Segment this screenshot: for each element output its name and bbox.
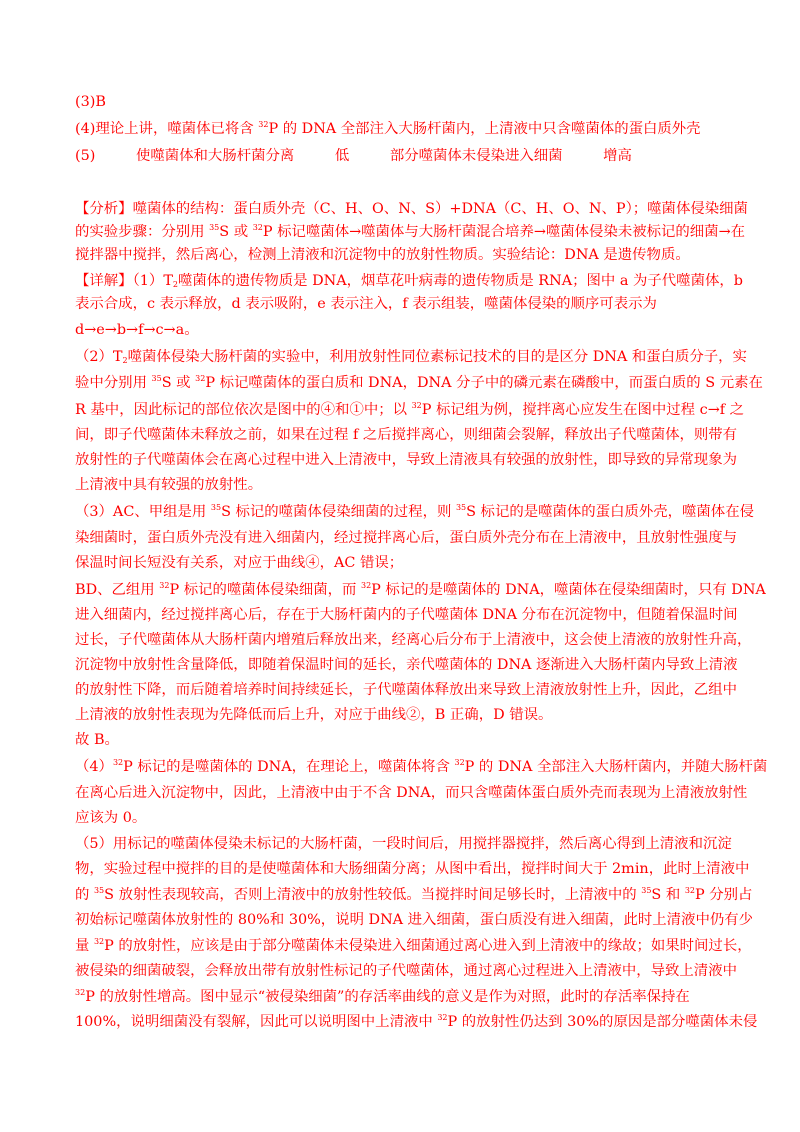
text-segment: 应该为 0。 (75, 810, 147, 826)
detail-line (75, 373, 763, 393)
answer-3 (75, 92, 106, 112)
text-segment: P 标记噬菌体→噬菌体与大肠杆菌混合培养→噬菌体侵染未被标记的细菌→在 (262, 224, 746, 240)
detail-line (75, 730, 119, 750)
isotope-superscript: 32 (252, 223, 263, 232)
text-segment: （5）用标记的噬菌体侵染未标记的大肠杆菌，一段时间后，用搅拌器搅拌，然后离心得到上清液和沉淀 (75, 836, 732, 852)
answer-5-item: 使噬菌体和大肠杆菌分离 (135, 148, 295, 164)
detail-line (75, 705, 552, 725)
text-segment: （4） (75, 759, 113, 775)
text-segment: 上清液的放射性表现为先降低而后上升，对应于曲线②，B 正确，D 错误。 (75, 707, 553, 723)
text-segment: 噬菌体侵染大肠杆菌的实验中，利用放射性同位素标记技术的目的是区分 DNA 和蛋白质分子，实 (127, 349, 747, 365)
isotope-superscript: 32 (112, 758, 124, 767)
text-segment: S 或 (219, 224, 253, 240)
text-segment: P 标记的是噬菌体的 DNA，在理论上，噬菌体将含 (123, 759, 455, 775)
text-segment: 保温时间长短没有关系，对应于曲线④，AC 错误； (75, 555, 404, 571)
text-segment: 验中分别用 (75, 375, 152, 391)
text-segment: 的 (75, 887, 94, 903)
text-segment: P 标记的是噬菌体的 DNA，噬菌体在侵染细菌时，只有 DNA (371, 582, 766, 598)
isotope-superscript: 35 (210, 503, 222, 512)
text-segment: S 和 (651, 887, 685, 903)
text-segment: 噬菌体的遗传物质是 DNA，烟草花叶病毒的遗传物质是 RNA；图中 a 为子代噬菌体，b (178, 273, 743, 289)
answer-5 (75, 146, 632, 166)
detail-line (75, 400, 744, 420)
isotope-superscript: 32 (360, 581, 372, 590)
isotope-superscript: 32 (159, 581, 170, 590)
detail-line (75, 987, 690, 1007)
detail-line (75, 580, 766, 600)
detail-line (75, 783, 747, 803)
text-segment: 量 (75, 938, 94, 954)
detail-line (75, 605, 737, 625)
detail-line (75, 630, 751, 650)
text-segment: （2）T (75, 349, 123, 365)
text-segment: 放射性的子代噬菌体会在离心过程中进入上清液中，导致上清液具有较强的放射性，即导致的异常现象为 (75, 452, 737, 468)
text-segment: d→e→b→f→c→a。 (75, 322, 199, 338)
analysis-line (75, 245, 690, 265)
isotope-superscript: 32 (258, 120, 269, 129)
text-segment: 的放射性下降，而后随着培养时间持续延长，子代噬菌体释放出来导致上清液放射性上升，因此，乙组中 (75, 682, 737, 698)
isotope-superscript: 35 (209, 223, 220, 232)
text-segment: P 的 DNA 全部注入大肠杆菌内，上清液中只含噬菌体的蛋白质外壳 (268, 121, 701, 137)
text-segment: 故 B。 (75, 732, 119, 748)
text-segment: 间，即子代噬菌体未释放之前，如果在过程 f 之后搅拌离心，则细菌会裂解，释放出子代噬菌体，则带有 (75, 427, 738, 443)
detail-line (75, 757, 767, 777)
text-segment: P 分别占 (695, 887, 753, 903)
text-segment: 上清液中具有较强的放射性。 (75, 477, 263, 493)
isotope-superscript: 32 (93, 937, 105, 946)
isotope-superscript: 35 (93, 886, 105, 895)
analysis-tag: 【分析】 (75, 201, 133, 217)
detail-line (75, 528, 737, 548)
text-segment: （1）T (132, 273, 173, 289)
detail-line (75, 834, 732, 854)
isotope-superscript: 32 (454, 758, 465, 767)
text-segment: 搅拌器中搅拌，然后离心，检测上清液和沉淀物中的放射性物质。实验结论：DNA 是遗传物质。 (75, 247, 690, 263)
text-segment: P 标记噬菌体的蛋白质和 DNA，DNA 分子中的磷元素在磷酸中，而蛋白质的 S 元素在 (205, 375, 763, 391)
text-segment: 的实验步骤：分别用 (75, 224, 210, 240)
text-segment: 染细菌时，蛋白质外壳没有进入细菌内，经过搅拌离心后，蛋白质外壳分布在上清液中，且放射性强度与 (75, 530, 737, 546)
detail-line (75, 425, 737, 445)
detail-line (75, 885, 752, 905)
detail-line (75, 1012, 757, 1032)
text-segment: (3)B (75, 94, 106, 110)
text-segment: （3）AC、甲组是用 (75, 504, 211, 520)
subscript: 2 (172, 280, 179, 289)
text-segment: 物，实验过程中搅拌的目的是使噬菌体和大肠细菌分离；从图中看出，搅拌时间大于 2min，此时上清液中 (75, 861, 750, 877)
text-segment: 噬菌体的结构：蛋白质外壳（C、H、O、N、S）+DNA（C、H、O、N、P）；噬菌体侵染细菌 (132, 201, 748, 217)
text-segment: S 标记的是噬菌体的蛋白质外壳，噬菌体在侵 (466, 504, 754, 520)
detail-line (75, 680, 737, 700)
text-segment: P 标记的噬菌体侵染细菌，而 (169, 582, 361, 598)
text-segment: R 基中，因此标记的部位依次是图中的④和①中；以 (75, 402, 412, 418)
analysis-line (75, 199, 748, 219)
text-segment: S 放射性表现较高，否则上清液中的放射性较低。当搅拌时间足够长时，上清液中的 (104, 887, 642, 903)
detail-line (75, 294, 657, 314)
answer-5-item: 增高 (603, 148, 632, 164)
text-segment: (4)理论上讲，噬菌体已将含 (75, 121, 259, 137)
isotope-superscript: 32 (195, 374, 206, 383)
detail-line (75, 936, 752, 956)
detail-line (75, 320, 199, 340)
text-segment: P 的放射性仍达到 30%的原因是部分噬菌体未侵 (447, 1014, 758, 1030)
answer-5-number: (5) (75, 148, 96, 164)
detail-line (75, 961, 737, 981)
detail-line (75, 859, 749, 879)
detail-line (75, 347, 747, 367)
detail-line (75, 808, 146, 828)
detail-tag: 【详解】 (75, 273, 133, 289)
detail-line (75, 502, 754, 522)
isotope-superscript: 32 (75, 988, 86, 997)
detail-line (75, 553, 403, 573)
analysis-line (75, 222, 745, 242)
detail-line (75, 450, 737, 470)
text-segment: 被侵染的细菌破裂，会释放出带有放射性标记的子代噬菌体，通过离心过程进入上清液中，导致上清液中 (75, 963, 737, 979)
text-segment: P 标记组为例，搅拌离心应发生在图中过程 c→f 之 (421, 402, 745, 418)
isotope-superscript: 32 (437, 1013, 448, 1022)
answer-4 (75, 119, 701, 139)
isotope-superscript: 32 (411, 401, 422, 410)
answer-5-item: 部分噬菌体未侵染进入细菌 (389, 148, 563, 164)
detail-line (75, 655, 737, 675)
isotope-superscript: 35 (641, 886, 652, 895)
isotope-superscript: 32 (684, 886, 696, 895)
answer-5-item: 低 (334, 148, 350, 164)
isotope-superscript: 35 (151, 374, 162, 383)
text-segment: 在离心后进入沉淀物中，因此，上清液中由于不含 DNA，而只含噬菌体蛋白质外壳而表现为上清液放射性 (75, 785, 748, 801)
detail-line (75, 475, 262, 495)
text-segment: 过长，子代噬菌体从大肠杆菌内增殖后释放出来，经离心后分布于上清液中，这会使上清液的放射性升高， (75, 632, 752, 648)
text-segment: 初始标记噬菌体放射性的 80%和 30%，说明 DNA 进入细菌，蛋白质没有进入细菌，此时上清液中仍有少 (75, 912, 754, 928)
text-segment: P 的放射性增高。图中显示“被侵染细菌”的存活率曲线的意义是作为对照，此时的存活率保持在 (85, 989, 690, 1005)
isotope-superscript: 35 (455, 503, 467, 512)
detail-line (75, 910, 753, 930)
text-segment: S 或 (161, 375, 196, 391)
subscript: 2 (122, 356, 128, 365)
text-segment: 表示合成，c 表示释放，d 表示吸附，e 表示注入，f 表示组装，噬菌体侵染的顺序可表示为 (75, 296, 657, 312)
text-segment: 沉淀物中放射性含量降低，即随着保温时间的延长，亲代噬菌体的 DNA 逐渐进入大肠杆菌内导致上清液 (75, 657, 738, 673)
text-segment: 100%，说明细菌没有裂解，因此可以说明图中上清液中 (75, 1014, 438, 1030)
text-segment: S 标记的噬菌体侵染细菌的过程，则 (221, 504, 456, 520)
detail-line (75, 271, 743, 291)
text-segment: BD、乙组用 (75, 582, 160, 598)
text-segment: P 的 DNA 全部注入大肠杆菌内，并随大肠杆菌 (464, 759, 768, 775)
text-segment: 进入细菌内，经过搅拌离心后，存在于大肠杆菌内的子代噬菌体 DNA 分布在沉淀物中，但随着保温时间 (75, 607, 738, 623)
text-segment: P 的放射性，应该是由于部分噬菌体未侵染进入细菌通过离心进入到上清液中的缘故；如果时间过长， (104, 938, 752, 954)
